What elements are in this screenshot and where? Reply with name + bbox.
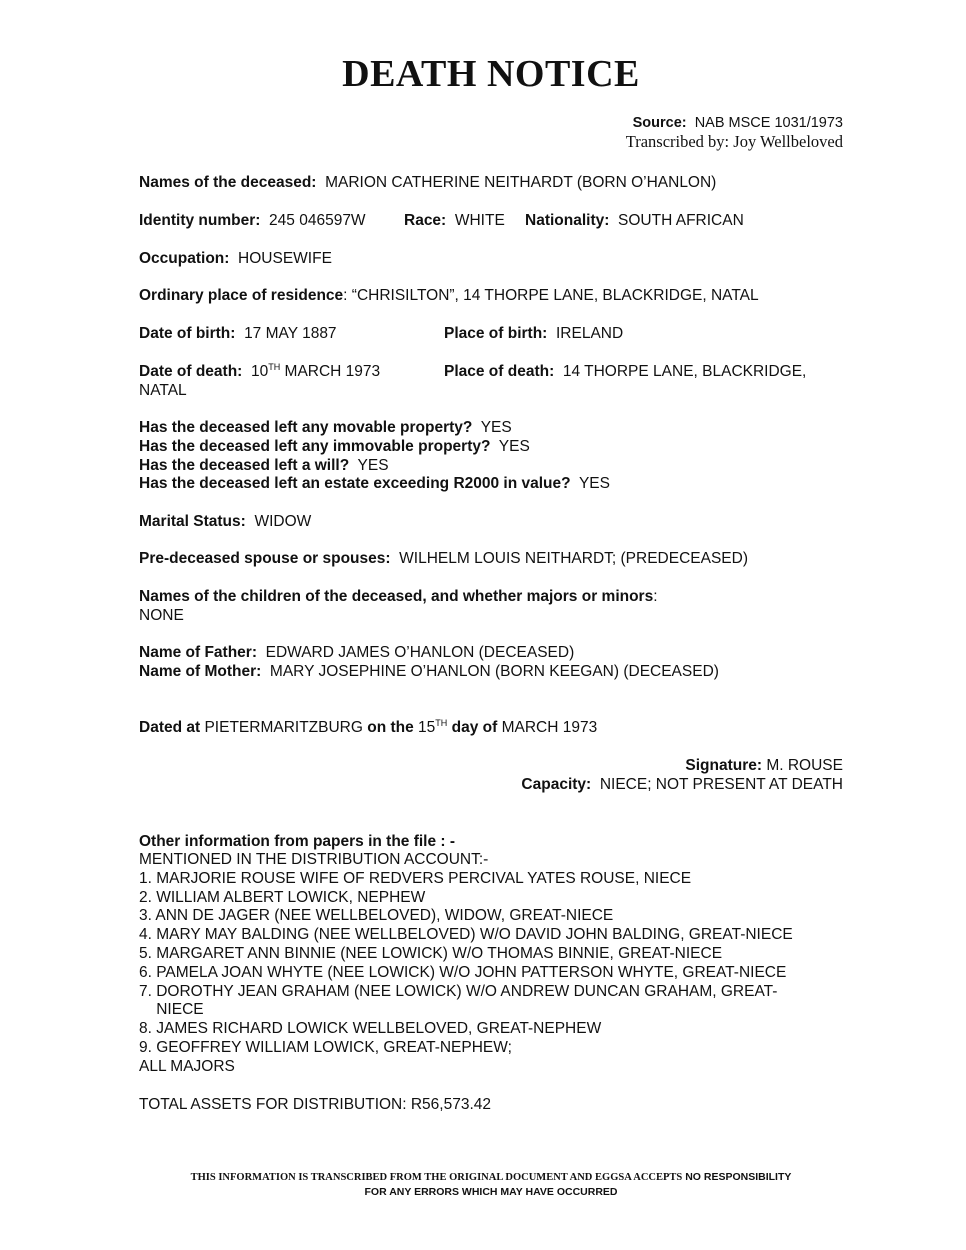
dated-day-suffix: TH: [435, 718, 448, 728]
source-line: [633, 115, 843, 131]
father-value: EDWARD JAMES O’HANLON (DECEASED): [265, 644, 575, 661]
estate-value: [139, 474, 610, 493]
page-title: DEATH NOTICE: [342, 53, 640, 95]
will-value: YES: [357, 457, 389, 474]
residence: [139, 286, 759, 305]
dod-day: 10: [250, 363, 269, 380]
occupation-label: Occupation:: [139, 250, 230, 267]
disclaimer-line-1-serif: THIS INFORMATION IS TRANSCRIBED FROM THE ORIGINAL DOCUMENT AND EGGSA ACCEPTS: [190, 1172, 683, 1183]
names-of-deceased: [139, 173, 716, 192]
marital-status: [139, 512, 311, 531]
list-item: 1. MARJORIE ROUSE WIFE OF REDVERS PERCIVAL YATES ROUSE, NIECE: [139, 869, 692, 887]
disclaimer-line-2: FOR ANY ERRORS WHICH MAY HAVE OCCURRED: [364, 1186, 618, 1198]
race-label: Race:: [404, 212, 447, 229]
race-value: WHITE: [454, 212, 505, 229]
dated-on-label: on the: [367, 719, 414, 736]
occupation: [139, 249, 332, 268]
occupation-value: HOUSEWIFE: [238, 250, 332, 267]
dated-day-of-label: day of: [451, 719, 498, 736]
nationality-label: Nationality:: [525, 212, 610, 229]
nationality: [525, 211, 744, 230]
dod-month-year: MARCH 1973: [284, 363, 381, 380]
distribution-intro: MENTIONED IN THE DISTRIBUTION ACCOUNT:-: [139, 851, 489, 868]
list-item: 9. GEOFFREY WILLIAM LOWICK, GREAT-NEPHEW;: [139, 1038, 512, 1056]
predeceased-spouse: [139, 549, 748, 568]
father: [139, 643, 574, 662]
other-info-heading-text: Other information from papers in the file : -: [139, 833, 456, 850]
all-majors: ALL MAJORS: [139, 1057, 235, 1075]
names-label: Names of the deceased:: [139, 174, 317, 191]
transcribed-by: Transcribed by: Joy Wellbeloved: [625, 132, 843, 151]
movable-value: YES: [480, 419, 512, 436]
list-item: 4. MARY MAY BALDING (NEE WELLBELOVED) W/O DAVID JOHN BALDING, GREAT-NIECE: [139, 926, 793, 944]
marital-label: Marital Status:: [139, 513, 246, 530]
pob-label: Place of birth:: [444, 325, 548, 342]
children: [139, 587, 658, 606]
pod-label: Place of death:: [444, 363, 555, 380]
signature-value: M. ROUSE: [766, 757, 843, 774]
spouse-value: WILHELM LOUIS NEITHARDT; (PREDECEASED): [399, 550, 748, 567]
mother-value: MARY JOSEPHINE O’HANLON (BORN KEEGAN) (DECEASED): [269, 663, 719, 680]
source-value: NAB MSCE 1031/1973: [694, 115, 843, 131]
dob-value: 17 MAY 1887: [244, 325, 337, 342]
date-of-birth: [139, 324, 337, 343]
pod-value: 14 THORPE LANE, BLACKRIDGE,: [562, 363, 807, 380]
father-label: Name of Father:: [139, 644, 257, 661]
will-label: Has the deceased left a will?: [139, 457, 350, 474]
place-of-birth: [444, 324, 623, 343]
source-label: Source:: [632, 115, 687, 131]
residence-label: Ordinary place of residence: [139, 287, 344, 304]
children-colon: :: [653, 588, 658, 605]
mother: [139, 662, 719, 681]
nationality-value: SOUTH AFRICAN: [618, 212, 744, 229]
list-item: 2. WILLIAM ALBERT LOWICK, NEPHEW: [139, 888, 426, 906]
dated-day: 15: [418, 719, 436, 736]
list-item: 8. JAMES RICHARD LOWICK WELLBELOVED, GREAT-NEPHEW: [139, 1020, 602, 1038]
disclaimer-line-1-sans: NO RESPONSIBILITY: [685, 1171, 792, 1183]
date-of-death: [139, 362, 380, 381]
dod-day-suffix: TH: [268, 362, 281, 372]
dob-label: Date of birth:: [139, 325, 236, 342]
distribution-list: [139, 851, 793, 1077]
movable-property: [139, 418, 512, 437]
capacity: [521, 775, 843, 794]
capacity-label: Capacity:: [521, 776, 592, 793]
residence-value: : “CHRISILTON”, 14 THORPE LANE, BLACKRIDGE, NATAL: [343, 287, 759, 304]
immovable-property: [139, 437, 530, 456]
place-of-death-continued: NATAL: [139, 382, 187, 399]
pob-value: IRELAND: [555, 325, 624, 342]
list-item: NIECE: [139, 1001, 204, 1019]
estate-label: Has the deceased left an estate exceeding R2000 in value?: [139, 475, 571, 492]
signature-label: Signature:: [685, 757, 763, 774]
dated-line: [139, 718, 597, 737]
list-item: 6. PAMELA JOAN WHYTE (NEE LOWICK) W/O JOHN PATTERSON WHYTE, GREAT-NIECE: [139, 963, 787, 981]
capacity-value: NIECE; NOT PRESENT AT DEATH: [599, 776, 843, 793]
children-value: NONE: [139, 607, 184, 624]
dod-label: Date of death:: [139, 363, 243, 380]
spouse-label: Pre-deceased spouse or spouses:: [139, 550, 391, 567]
other-info-heading: [139, 832, 455, 851]
signature: [685, 756, 843, 775]
will: [139, 456, 389, 475]
list-item: 3. ANN DE JAGER (NEE WELLBELOVED), WIDOW, GREAT-NIECE: [139, 907, 614, 925]
children-label: Names of the children of the deceased, and whether majors or minors: [139, 588, 654, 605]
dated-at-label: Dated at: [139, 719, 201, 736]
marital-value: WIDOW: [254, 513, 312, 530]
names-value: MARION CATHERINE NEITHARDT (BORN O’HANLON): [325, 174, 717, 191]
dated-place: PIETERMARITZBURG: [204, 719, 363, 736]
place-of-death: [444, 362, 806, 381]
list-item: 7. DOROTHY JEAN GRAHAM (NEE LOWICK) W/O ANDREW DUNCAN GRAHAM, GREAT-: [139, 982, 778, 1000]
id-label: Identity number:: [139, 212, 261, 229]
race: [404, 211, 505, 230]
immovable-value: YES: [498, 438, 530, 455]
id-value: 245 046597W: [269, 212, 366, 229]
disclaimer-footer: [0, 1170, 966, 1199]
immovable-label: Has the deceased left any immovable property?: [139, 438, 491, 455]
movable-label: Has the deceased left any movable property?: [139, 419, 473, 436]
identity-number: [139, 211, 366, 230]
mother-label: Name of Mother:: [139, 663, 262, 680]
list-item: 5. MARGARET ANN BINNIE (NEE LOWICK) W/O THOMAS BINNIE, GREAT-NIECE: [139, 944, 723, 962]
dated-month-year: MARCH 1973: [501, 719, 598, 736]
estate-answer: YES: [578, 475, 610, 492]
total-assets: TOTAL ASSETS FOR DISTRIBUTION: R56,573.42: [139, 1096, 492, 1113]
disclaimer-line-1: [0, 1170, 966, 1185]
